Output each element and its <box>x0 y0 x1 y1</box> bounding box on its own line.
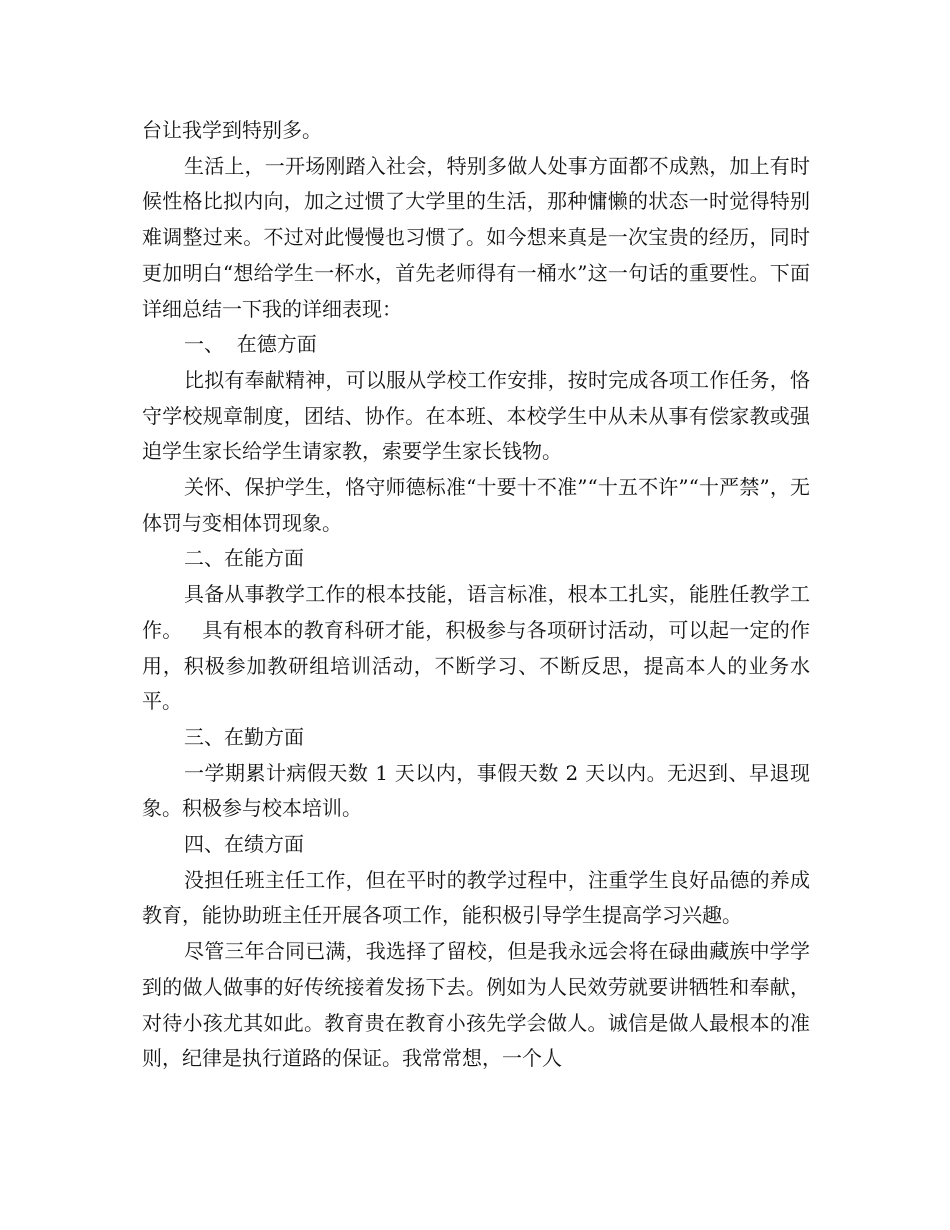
section-heading-performance: 四、在绩方面 <box>184 832 304 857</box>
paragraph-morality-1: 比拟有奉献精神，可以服从学校工作安排，按时完成各项工作任务，恪守学校规章制度，团结、协作。在本班、本校学生中从未从事有偿家教或强迫学生家长给学生请家教，索要学生家长钱物。 <box>142 367 810 464</box>
paragraph-diligence: 一学期累计病假天数 1 天以内，事假天数 2 天以内。无迟到、早退现象。积极参与校本培训。 <box>142 760 810 821</box>
section-heading-morality: 一、 在德方面 <box>184 332 317 357</box>
section-heading-ability: 二、在能方面 <box>184 546 304 571</box>
paragraph-life: 生活上，一开场刚踏入社会，特别多做人处事方面都不成熟，加上有时候性格比拟内向，加之过惯了大学里的生活，那种慵懒的状态一时觉得特别难调整过来。不过对此慢慢也习惯了。如今想来真是一次宝贵的经历，同时更加明白“想给学生一杯水，首先老师得有一桶水”这一句话的重要性。下面详细总结一下我的详细表现： <box>142 153 810 321</box>
paragraph-continuation: 台让我学到特别多。 <box>142 118 322 142</box>
paragraph-morality-2: 关怀、保护学生，恪守师德标准“十要十不准”“十五不许”“十严禁”，无体罚与变相体罚现象。 <box>142 475 810 535</box>
document-page <box>142 113 810 1077</box>
paragraph-conclusion: 尽管三年合同已满，我选择了留校，但是我永远会将在碌曲藏族中学学到的做人做事的好传统接着发扬下去。例如为人民效劳就要讲牺牲和奉献，对待小孩尤其如此。教育贵在教育小孩先学会做人。诚信是做人最根本的准则，纪律是执行道路的保证。我常常想，一个人 <box>142 939 810 1071</box>
paragraph-performance: 没担任班主任工作，但在平时的教学过程中，注重学生良好品德的养成教育，能协助班主任开展各项工作，能积极引导学生提高学习兴趣。 <box>142 867 810 928</box>
paragraph-ability: 具备从事教学工作的根本技能，语言标准，根本工扎实，能胜任教学工作。 具有根本的教育科研才能，积极参与各项研讨活动，可以起一定的作用，积极参加教研组培训活动，不断学习、不断反思，提高本人的业务水平。 <box>142 582 810 714</box>
section-heading-diligence: 三、在勤方面 <box>184 724 304 749</box>
